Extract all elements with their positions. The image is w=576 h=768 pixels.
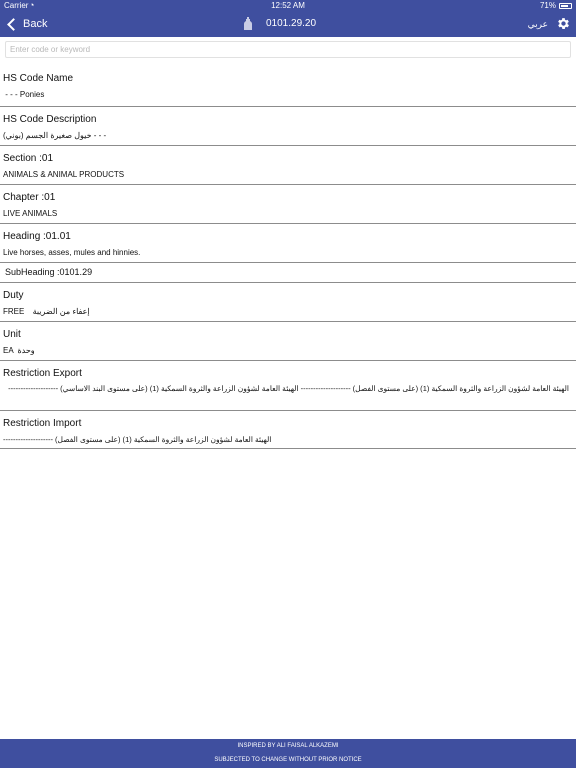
nav-bar xyxy=(0,12,576,37)
hs-code-name-section xyxy=(0,65,576,107)
back-button[interactable] xyxy=(6,15,47,33)
duty-title: Duty xyxy=(3,290,24,301)
hs-code-name-value: - - - Ponies xyxy=(3,90,45,99)
subheading-title: SubHeading :0101.29 xyxy=(5,267,93,277)
restriction-export-title: Restriction Export xyxy=(3,368,82,379)
restriction-import-section xyxy=(0,411,576,449)
unit-title: Unit xyxy=(3,329,21,340)
duty-section xyxy=(0,283,576,322)
hs-code-details xyxy=(0,65,576,449)
unit-section xyxy=(0,322,576,361)
unit-value xyxy=(3,345,573,356)
subheading-section xyxy=(0,263,576,283)
gear-icon[interactable] xyxy=(556,16,571,31)
hs-code-description-section xyxy=(0,107,576,146)
nav-code: 0101.29.20 xyxy=(266,18,317,29)
unit-value-ar: وحدة xyxy=(17,346,35,355)
search-bar xyxy=(0,37,576,62)
hs-code-name-title: HS Code Name xyxy=(3,73,74,84)
duty-value-ar: إعفاء من الضريبة xyxy=(32,307,90,316)
language-toggle-button[interactable]: عربي xyxy=(527,19,548,29)
unit-value-en: EA xyxy=(3,346,14,355)
chapter-section xyxy=(0,185,576,224)
status-bar xyxy=(0,0,576,12)
status-time: 12:52 AM xyxy=(271,1,305,10)
restriction-import-title: Restriction Import xyxy=(3,418,82,429)
wifi-icon: ◔ xyxy=(29,0,35,10)
footer xyxy=(0,739,576,768)
bottle-icon xyxy=(244,17,252,30)
chapter-title: Chapter :01 xyxy=(3,192,56,203)
duty-value xyxy=(3,306,573,317)
heading-section xyxy=(0,224,576,263)
heading-title: Heading :01.01 xyxy=(3,231,71,242)
footer-credit: INSPIRED BY ALI FAISAL ALKAZEMI xyxy=(237,743,339,749)
search-input[interactable] xyxy=(5,41,571,58)
section-title: Section :01 xyxy=(3,153,54,164)
section-value: ANIMALS & ANIMAL PRODUCTS xyxy=(3,170,125,179)
nav-title xyxy=(244,17,316,30)
chevron-left-icon xyxy=(7,18,20,31)
chapter-value: LIVE ANIMALS xyxy=(3,209,58,218)
battery-percent: 71% xyxy=(539,1,556,10)
footer-notice: SUBJECTED TO CHANGE WITHOUT PRIOR NOTICE xyxy=(214,757,362,763)
duty-value-en: FREE xyxy=(3,307,25,316)
section-section xyxy=(0,146,576,185)
restriction-export-value: الهيئة العامة لشؤون الزراعة والثروة السمكية (1) (على مستوى الفصل) -------------------- الهيئة العامة لشؤون الزراعة والثروة السمكية (1) (على مستوى البند الاساسي) -------------------- xyxy=(8,384,569,393)
heading-value: Live horses, asses, mules and hinnies. xyxy=(3,248,141,257)
hs-code-description-value: - - - خيول صغيرة الجسم (بوني) xyxy=(3,131,107,140)
hs-code-description-title: HS Code Description xyxy=(3,114,97,125)
carrier-label: Carrier xyxy=(4,1,29,10)
battery-icon xyxy=(559,3,572,9)
restriction-import-value: الهيئة العامة لشؤون الزراعة والثروة السمكية (1) (على مستوى الفصل) -------------------- xyxy=(3,435,272,444)
back-label: Back xyxy=(23,18,48,30)
restriction-export-section xyxy=(0,361,576,411)
